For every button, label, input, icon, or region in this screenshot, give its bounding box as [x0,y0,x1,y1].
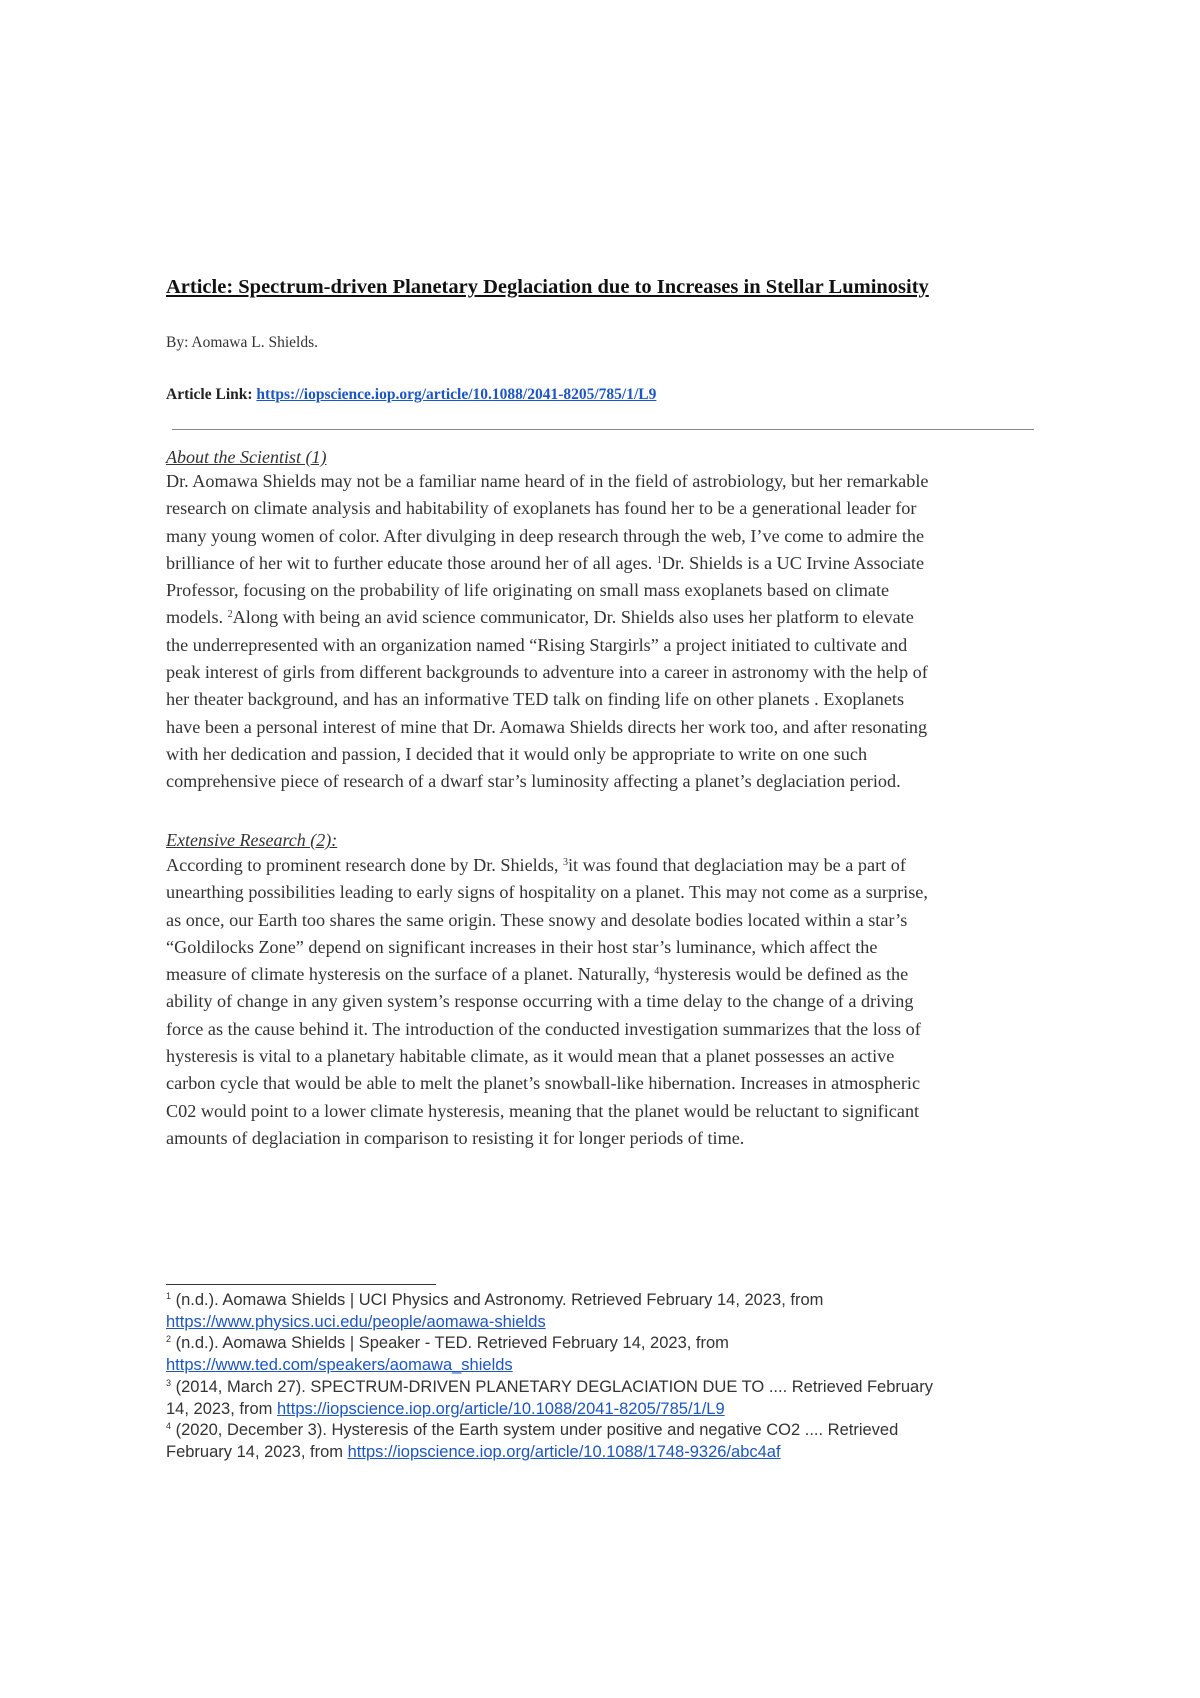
line-text: According to prominent research done by Dr. Shields, [166,855,563,875]
article-link-line [166,386,656,404]
footnote-text: (2020, December 3). Hysteresis of the Earth system under positive and negative CO2 .... Retrieved [171,1421,899,1440]
paragraph-line: the underrepresented with an organization named “Rising Stargirls” a project initiated to cultivate and [166,634,908,655]
footnote-line [166,1442,1046,1464]
paragraph-line: ability of change in any given system’s response occurring with a time delay to the change of a driving [166,991,914,1012]
paragraph-line: unearthing possibilities leading to early signs of hospitality on a planet. This may not come as a surprise, [166,882,928,903]
paragraph-line: hysteresis is vital to a planetary habitable climate, as it would mean that a planet possesses an active [166,1046,895,1067]
footnote-link[interactable]: https://iopscience.iop.org/article/10.1088/1748-9326/abc4af [347,1442,781,1461]
line-text: hysteresis would be defined as the [659,964,909,985]
footnote-number: 2 [166,1334,172,1345]
paragraph-line: C02 would point to a lower climate hysteresis, meaning that the planet would be reluctant to significant [166,1100,920,1121]
line-text: models. [166,607,228,628]
line-text: it was found that deglaciation may be a part of [568,855,906,875]
footnote-separator [166,1284,436,1285]
paragraph-line: carbon cycle that would be able to melt the planet’s snowball-like hibernation. Increases in atmospheric [166,1073,921,1094]
footnote-line [166,1290,1046,1312]
line-text: brilliance of her wit to further educate those around her of all ages. [166,552,657,573]
footnote-line [166,1420,1046,1442]
paragraph-line: peak interest of girls from different backgrounds to adventure into a career in astronomy with the help of [166,662,928,683]
footnote-ref-4[interactable]: 4 [654,966,660,978]
paragraph-line: force as the cause behind it. The introduction of the conducted investigation summarizes that the loss of [166,1018,921,1039]
paragraph-line [166,961,1034,988]
footnote-line [166,1333,1046,1355]
footnote-line [166,1399,1046,1421]
footnote-link[interactable]: https://www.ted.com/speakers/aomawa_shields [166,1356,513,1375]
footnote-line [166,1312,1046,1334]
paragraph-line: Professor, focusing on the probability of life originating on small mass exoplanets based on climate [166,580,890,601]
footnote-number: 4 [166,1421,172,1432]
article-link-label: Article Link: [166,386,257,403]
author-byline: By: Aomawa L. Shields. [166,334,318,351]
footnote-line [166,1355,1046,1377]
footnote-text: (n.d.). Aomawa Shields | Speaker - TED. Retrieved February 14, 2023, from [171,1334,729,1353]
paragraph-about-scientist [166,468,1034,796]
paragraph-line [166,852,1034,879]
article-title: Article: Spectrum-driven Planetary Deglaciation due to Increases in Stellar Luminosity [166,276,929,298]
paragraph-line: many young women of color. After divulging in deep research through the web, I’ve come to admire the [166,525,925,546]
footnote-link[interactable]: https://iopscience.iop.org/article/10.1088/2041-8205/785/1/L9 [276,1399,725,1418]
line-text: measure of climate hysteresis on the surface of a planet. Naturally, [166,964,655,985]
footnote-text: February 14, 2023, from [166,1442,348,1461]
paragraph-line [166,550,1034,577]
footnote-link[interactable]: https://www.physics.uci.edu/people/aomawa-shields [166,1312,546,1331]
paragraph-line: “Goldilocks Zone” depend on significant increases in their host star’s luminance, which affect the [166,936,878,957]
paragraph-line: as once, our Earth too shares the same origin. These snowy and desolate bodies located within a star’s [166,909,908,930]
paragraph-line: research on climate analysis and habitability of exoplanets has found her to be a generational leader for [166,498,917,519]
footnote-line [166,1377,1046,1399]
paragraph-extensive-research [166,852,1034,1152]
paragraph-line: comprehensive piece of research of a dwarf star’s luminosity affecting a planet’s deglaciation period. [166,771,901,792]
paragraph-line [166,604,1034,631]
line-text: Along with being an avid science communicator, Dr. Shields also uses her platform to elevate [232,607,914,628]
horizontal-divider [172,429,1034,430]
section-heading-about-scientist: About the Scientist (1) [166,447,327,467]
footnote-number: 3 [166,1377,172,1388]
footnote-text: (2014, March 27). SPECTRUM-DRIVEN PLANETARY DEGLACIATION DUE TO .... Retrieved February [171,1377,933,1396]
footnote-ref-1[interactable]: 1 [656,554,662,566]
footnote-ref-2[interactable]: 2 [227,609,233,621]
footnote-number: 1 [166,1291,172,1301]
paragraph-line: with her dedication and passion, I decided that it would only be appropriate to write on one such [166,743,868,764]
paragraph-line: her theater background, and has an informative TED talk on finding life on other planets . Exoplanets [166,689,905,710]
footnote-text: 14, 2023, from [166,1399,277,1418]
paragraph-line: Dr. Aomawa Shields may not be a familiar name heard of in the field of astrobiology, but her remarkable [166,471,929,491]
article-link[interactable]: https://iopscience.iop.org/article/10.1088/2041-8205/785/1/L9 [256,386,657,403]
section-heading-extensive-research: Extensive Research (2): [166,830,338,850]
paragraph-line: amounts of deglaciation in comparison to resisting it for longer periods of time. [166,1127,745,1148]
footnote-text: (n.d.). Aomawa Shields | UCI Physics and Astronomy. Retrieved February 14, 2023, from [171,1291,824,1309]
line-text: Dr. Shields is a UC Irvine Associate [661,552,925,573]
footnote-ref-3[interactable]: 3 [563,857,568,868]
footnotes-list [166,1290,1046,1464]
paragraph-line: have been a personal interest of mine that Dr. Aomawa Shields directs her work too, and after resonating [166,716,928,737]
